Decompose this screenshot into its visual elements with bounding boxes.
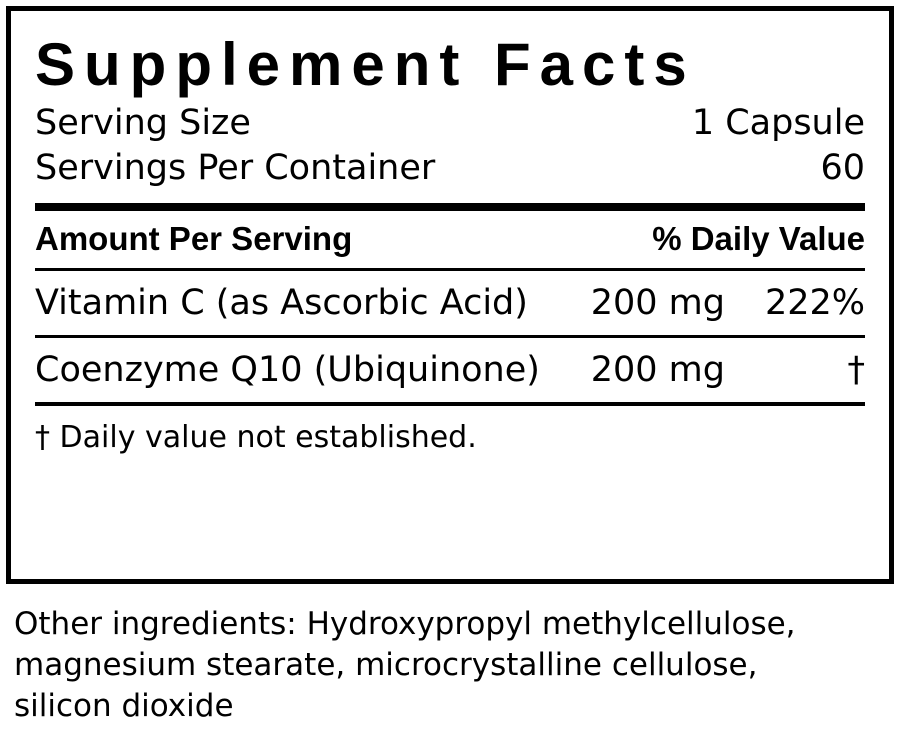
serving-size-label: Serving Size — [35, 103, 251, 143]
serving-size-row — [35, 101, 865, 146]
servings-per-container-row — [35, 146, 865, 191]
panel-inner — [11, 11, 889, 456]
other-ingredients-text: Other ingredients: Hydroxypropyl methylcellulose, magnesium stearate, microcrystalline cellulose, silicon dioxide — [14, 606, 796, 724]
table-header-row — [35, 211, 865, 268]
table-row — [35, 271, 865, 335]
servings-per-container-label: Servings Per Container — [35, 147, 436, 188]
amount-per-serving-header: Amount Per Serving — [35, 219, 353, 257]
nutrient-daily-value: 222% — [764, 282, 865, 323]
nutrient-amount: 200 mg — [590, 282, 725, 323]
nutrient-name: Vitamin C (as Ascorbic Acid) — [35, 282, 528, 323]
serving-size-value: 1 Capsule — [691, 103, 865, 143]
table-row — [35, 338, 865, 402]
servings-per-container-value: 60 — [820, 147, 865, 188]
divider-thick-top — [35, 203, 865, 211]
nutrient-name: Coenzyme Q10 (Ubiquinone) — [35, 349, 540, 390]
nutrient-amount: 200 mg — [590, 349, 725, 390]
percent-daily-value-header: % Daily Value — [652, 219, 865, 257]
supplement-facts-panel — [6, 6, 894, 584]
nutrient-daily-value: † — [847, 349, 865, 390]
panel-title: Supplement Facts — [35, 31, 696, 98]
daily-value-footnote: † Daily value not established. — [35, 419, 477, 455]
